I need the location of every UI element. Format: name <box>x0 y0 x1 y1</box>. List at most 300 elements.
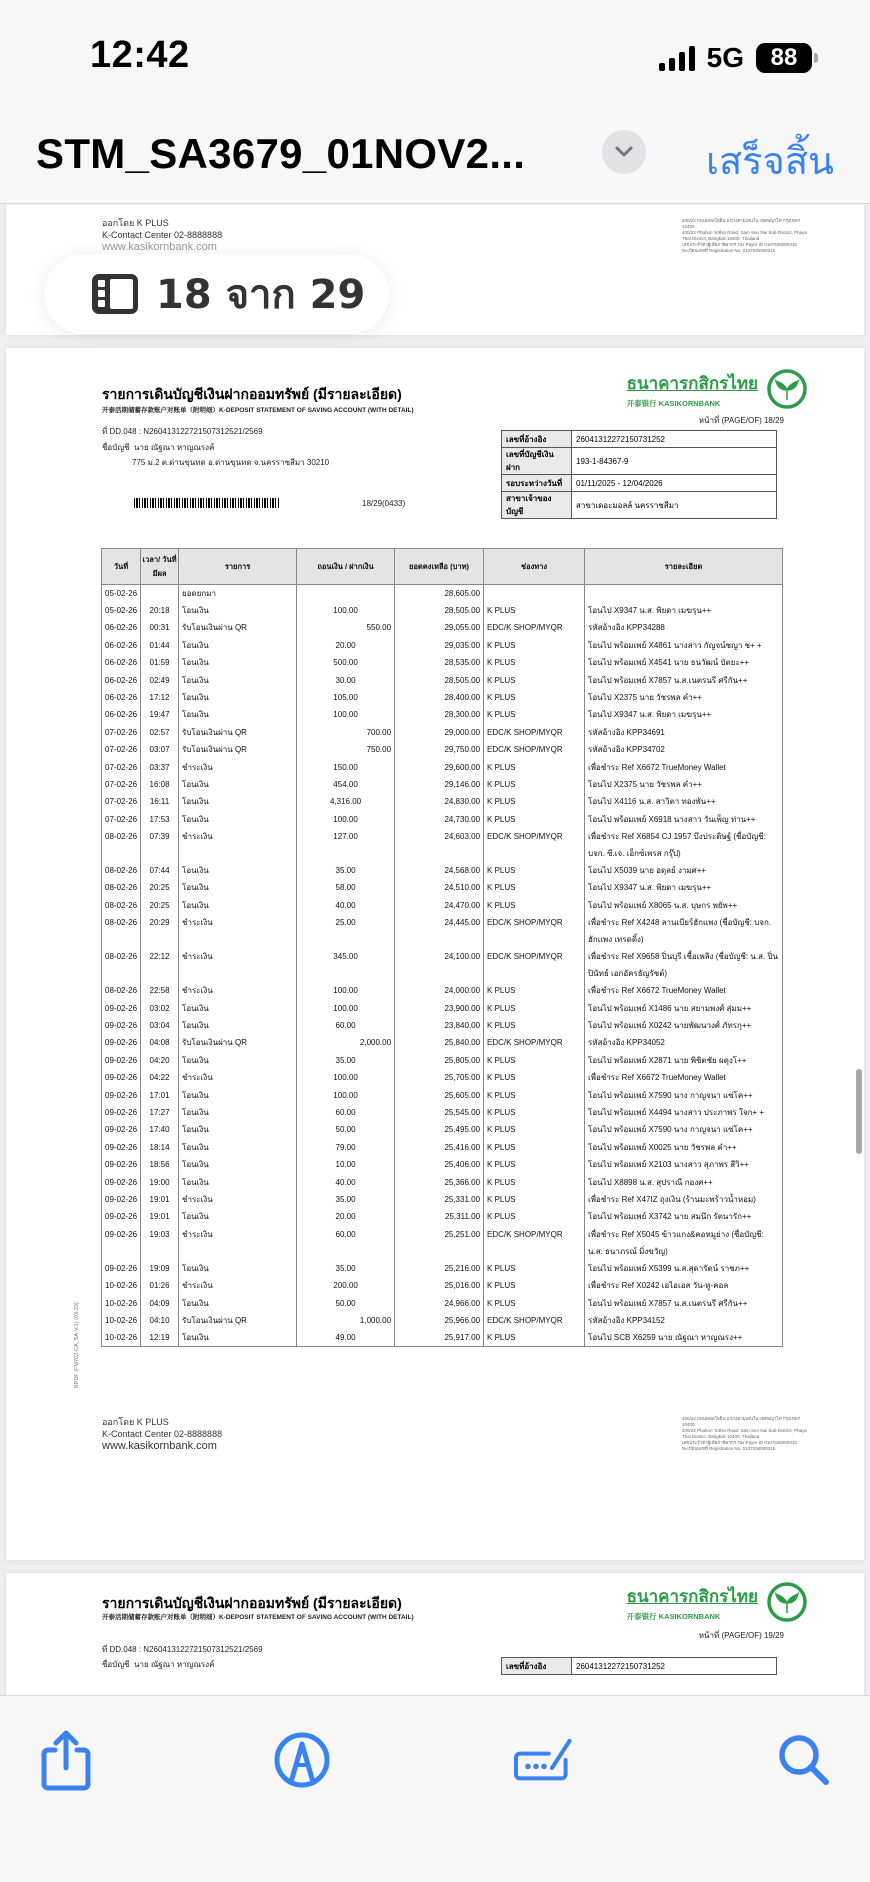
cell-date: 08-02-26 <box>102 897 141 914</box>
account-holder <box>102 440 329 470</box>
cell-date: 10-02-26 <box>102 1277 141 1294</box>
cell-time: 19:01 <box>141 1208 179 1225</box>
cell-date: 09-02-26 <box>102 1121 141 1138</box>
cell-date: 10-02-26 <box>102 1329 141 1347</box>
cell-description: โอนเงิน <box>179 811 297 828</box>
cell-time: 20:25 <box>141 897 179 914</box>
cell-description: รับโอนเงินผ่าน QR <box>179 1034 297 1051</box>
cell-amount: 35.00 <box>297 1260 395 1277</box>
cell-amount: 35.00 <box>297 1191 395 1208</box>
cell-description: โอนเงิน <box>179 1208 297 1225</box>
cell-amount: 60.00 <box>297 1104 395 1121</box>
table-row <box>102 776 783 793</box>
cell-detail: เพื่อชำระ Ref X5045 ข้าวแกง&คอหมูย่าง (ชื่อบัญชี: น.ส. ธนาภรณ์ มิ่งขวัญ) <box>585 1226 783 1260</box>
cell-channel: K PLUS <box>484 1295 585 1312</box>
cell-description: โอนเงิน <box>179 862 297 879</box>
cell-date: 08-02-26 <box>102 948 141 982</box>
footer-issued-by: ออกโดย K PLUS <box>102 218 169 228</box>
table-row <box>102 1139 783 1156</box>
page-footer-left <box>102 217 222 253</box>
cell-channel: K PLUS <box>484 602 585 619</box>
cell-channel: K PLUS <box>484 1069 585 1086</box>
table-header-row <box>102 549 783 585</box>
cell-description: โอนเงิน <box>179 689 297 706</box>
cell-amount: 40.00 <box>297 897 395 914</box>
cell-channel: EDC/K SHOP/MYQR <box>484 828 585 862</box>
battery-icon <box>756 43 812 73</box>
page-indicator[interactable] <box>44 254 389 334</box>
address-line: 400/22 Phahon Yothin Road, Sam Sen Nai Sub-District, Phaya Thai District, Bangkok 10400, Thailand <box>682 230 807 241</box>
table-row <box>102 724 783 741</box>
cell-balance: 25,311.00 <box>395 1208 484 1225</box>
address-line: ทะเบียนเลขที่ Registration No. 0107536000315 <box>682 248 776 253</box>
cell-detail: เพื่อชำระ Ref X4248 ลานเบียร์ฮักแพง (ชื่อบัญชี: บจก. ฮักแพง เทรดดิ้ง) <box>585 914 783 948</box>
cell-balance: 29,750.00 <box>395 741 484 758</box>
markup-icon <box>272 1730 332 1790</box>
cell-amount: 105.00 <box>297 689 395 706</box>
cell-balance: 25,016.00 <box>395 1277 484 1294</box>
cell-channel: K PLUS <box>484 1277 585 1294</box>
cell-balance: 25,495.00 <box>395 1121 484 1138</box>
cell-time: 19:03 <box>141 1226 179 1260</box>
cell-channel: K PLUS <box>484 793 585 810</box>
cell-time: 07:39 <box>141 828 179 862</box>
page-footer-address <box>682 1416 812 1452</box>
cell-date: 08-02-26 <box>102 828 141 862</box>
cell-channel: K PLUS <box>484 1052 585 1069</box>
info-row <box>502 492 777 519</box>
cell-amount: 550.00 <box>297 619 395 636</box>
bank-name-thai: ธนาคารกสิกรไทย <box>626 373 758 393</box>
cell-date: 07-02-26 <box>102 724 141 741</box>
bank-name-english: 开泰银行 KASIKORNBANK <box>626 1611 721 1621</box>
account-holder <box>102 1657 214 1672</box>
cell-time: 03:37 <box>141 759 179 776</box>
cell-date: 08-02-26 <box>102 862 141 879</box>
cell-channel: EDC/K SHOP/MYQR <box>484 914 585 948</box>
col-channel: ช่องทาง <box>484 549 585 585</box>
cell-description: โอนเงิน <box>179 1139 297 1156</box>
cell-time: 04:10 <box>141 1312 179 1329</box>
cell-amount: 40.00 <box>297 1174 395 1191</box>
cell-detail: โอนไป พร้อมเพย์ X7590 นาง กาญจนา แซ่โค++ <box>585 1087 783 1104</box>
cell-date: 10-02-26 <box>102 1295 141 1312</box>
cell-channel: EDC/K SHOP/MYQR <box>484 1034 585 1051</box>
table-row <box>102 1295 783 1312</box>
cell-time: 19:09 <box>141 1260 179 1277</box>
cell-date: 09-02-26 <box>102 1017 141 1034</box>
cell-balance: 24,830.00 <box>395 793 484 810</box>
network-type: 5G <box>706 42 744 73</box>
table-row <box>102 1000 783 1017</box>
cell-channel <box>484 585 585 603</box>
cell-balance: 25,366.00 <box>395 1174 484 1191</box>
cell-detail: โอนไป พร้อมเพย์ X4541 นาย ธนวัฒน์ บัตยะ++ <box>585 654 783 671</box>
cell-time: 02:57 <box>141 724 179 741</box>
cell-description: โอนเงิน <box>179 654 297 671</box>
cellular-signal-icon <box>659 45 695 71</box>
col-balance: ยอดคงเหลือ (บาท) <box>395 549 484 585</box>
cell-channel: K PLUS <box>484 1260 585 1277</box>
table-row <box>102 1034 783 1051</box>
cell-time: 22:58 <box>141 982 179 999</box>
cell-detail: รหัสอ้างอิง KPP34052 <box>585 1034 783 1051</box>
table-row <box>102 1277 783 1294</box>
info-label: เลขที่บัญชีเงินฝาก <box>502 448 572 475</box>
cell-detail <box>585 585 783 603</box>
cell-amount: 454.00 <box>297 776 395 793</box>
cell-amount: 100.00 <box>297 1000 395 1017</box>
cell-date: 05-02-26 <box>102 585 141 603</box>
cell-amount: 100.00 <box>297 706 395 723</box>
cell-balance: 24,730.00 <box>395 811 484 828</box>
cell-balance: 29,035.00 <box>395 637 484 654</box>
cell-amount: 60.00 <box>297 1017 395 1034</box>
cell-description: ชำระเงิน <box>179 1191 297 1208</box>
status-time: 12:42 <box>90 34 190 76</box>
cell-date: 10-02-26 <box>102 1312 141 1329</box>
table-row <box>102 619 783 636</box>
pdf-viewer[interactable] <box>0 205 870 1695</box>
search-icon <box>776 1732 832 1788</box>
cell-balance: 29,000.00 <box>395 724 484 741</box>
cell-balance: 24,470.00 <box>395 897 484 914</box>
cell-detail: โอนไป พร้อมเพย์ X4861 นางสาว กัญจน์ชญา ช+ + <box>585 637 783 654</box>
cell-time: 17:40 <box>141 1121 179 1138</box>
cell-balance: 24,510.00 <box>395 879 484 896</box>
fill-and-sign-button[interactable] <box>512 1728 576 1792</box>
cell-description: รับโอนเงินผ่าน QR <box>179 741 297 758</box>
table-row <box>102 1208 783 1225</box>
info-value: 193-1-84367-9 <box>572 448 777 475</box>
markup-button[interactable] <box>270 1728 334 1792</box>
cell-balance: 25,545.00 <box>395 1104 484 1121</box>
cell-amount: 700.00 <box>297 724 395 741</box>
kasikornbank-logo <box>627 368 808 410</box>
transactions-body <box>102 585 783 1347</box>
table-row <box>102 759 783 776</box>
cell-amount: 58.00 <box>297 879 395 896</box>
cell-amount: 100.00 <box>297 602 395 619</box>
title-menu-button[interactable] <box>602 130 646 174</box>
cell-date: 09-02-26 <box>102 1208 141 1225</box>
cell-date: 06-02-26 <box>102 619 141 636</box>
cell-date: 06-02-26 <box>102 672 141 689</box>
cell-date: 09-02-26 <box>102 1034 141 1051</box>
cell-detail: โอนไป พร้อมเพย์ X3742 นาย สมนึก รัตนารัก++ <box>585 1208 783 1225</box>
cell-time: 18:56 <box>141 1156 179 1173</box>
info-row <box>502 448 777 475</box>
cell-detail: โอนไป พร้อมเพย์ X7857 น.ส.เนตรนรี ศรีกัน++ <box>585 672 783 689</box>
cell-amount: 79.00 <box>297 1139 395 1156</box>
table-row <box>102 793 783 810</box>
cell-description: โอนเงิน <box>179 1017 297 1034</box>
cell-description: ชำระเงิน <box>179 759 297 776</box>
table-row <box>102 585 783 603</box>
cell-time: 04:22 <box>141 1069 179 1086</box>
cell-detail: โอนไป X2375 นาย วัชรพล คำ++ <box>585 689 783 706</box>
cell-balance: 24,568.00 <box>395 862 484 879</box>
share-button[interactable] <box>34 1728 98 1792</box>
cell-channel: K PLUS <box>484 1329 585 1347</box>
document-title[interactable]: STM_SA3679_01NOV2... <box>36 130 526 177</box>
address-line: 400/22 ถนนพหลโยธิน แขวงสามเสนใน เขตพญาไท กรุงเทพฯ 10400 <box>682 1416 801 1427</box>
cell-amount: 20.00 <box>297 637 395 654</box>
col-detail: รายละเอียด <box>585 549 783 585</box>
cell-detail: โอนไป พร้อมเพย์ X0025 นาย วัชรพล คำ++ <box>585 1139 783 1156</box>
cell-detail: โอนไป พร้อมเพย์ X1486 นาย สยามพงศ์ สุ่มม++ <box>585 1000 783 1017</box>
cell-amount: 60.00 <box>297 1226 395 1260</box>
cell-balance: 25,917.00 <box>395 1329 484 1347</box>
account-info-table <box>501 1657 777 1675</box>
cell-description: โอนเงิน <box>179 672 297 689</box>
cell-description: ยอดยกมา <box>179 585 297 603</box>
cell-amount: 50.00 <box>297 1121 395 1138</box>
cell-description: โอนเงิน <box>179 1121 297 1138</box>
cell-channel: K PLUS <box>484 689 585 706</box>
table-row <box>102 741 783 758</box>
cell-detail: โอนไป X5039 นาย อดุลย์ งามศ++ <box>585 862 783 879</box>
cell-description: โอนเงิน <box>179 793 297 810</box>
cell-time: 22:12 <box>141 948 179 982</box>
done-button[interactable]: เสร็จสิ้น <box>705 139 834 183</box>
bank-name-thai: ธนาคารกสิกรไทย <box>626 1586 758 1606</box>
cell-amount: 10.00 <box>297 1156 395 1173</box>
cell-date: 07-02-26 <box>102 759 141 776</box>
cell-time: 17:12 <box>141 689 179 706</box>
cell-description: โอนเงิน <box>179 879 297 896</box>
cell-amount: 2,000.00 <box>297 1034 395 1051</box>
cell-amount: 20.00 <box>297 1208 395 1225</box>
cell-channel: EDC/K SHOP/MYQR <box>484 1226 585 1260</box>
cell-amount: 100.00 <box>297 982 395 999</box>
navigation-bar <box>0 110 870 204</box>
footer-website: www.kasikornbank.com <box>102 241 217 253</box>
cell-description: ชำระเงิน <box>179 1226 297 1260</box>
cell-time: 16:08 <box>141 776 179 793</box>
statement-title: รายการเดินบัญชีเงินฝากออมทรัพย์ (มีรายละเอียด) <box>102 386 402 402</box>
cell-date: 06-02-26 <box>102 706 141 723</box>
cell-channel: K PLUS <box>484 672 585 689</box>
table-row <box>102 1174 783 1191</box>
cell-detail: เพื่อชำระ Ref X47IZ ถุงเงิน (ร้านมะพร้าวน้ำหอม) <box>585 1191 783 1208</box>
cell-channel: K PLUS <box>484 654 585 671</box>
cell-channel: K PLUS <box>484 759 585 776</box>
cell-channel: K PLUS <box>484 1208 585 1225</box>
table-row <box>102 879 783 896</box>
vertical-scrollbar[interactable] <box>856 1069 862 1154</box>
info-value: สาขาเดอะมอลล์ นครราชสีมา <box>572 492 777 519</box>
cell-time: 01:44 <box>141 637 179 654</box>
cell-amount: 35.00 <box>297 1052 395 1069</box>
cell-balance: 24,966.00 <box>395 1295 484 1312</box>
form-fill-icon <box>512 1730 576 1790</box>
cell-time <box>141 585 179 603</box>
form-code: BPDF (FM702-CA_SA-V.1) (03-23) <box>74 1302 80 1388</box>
cell-detail: โอนไป พร้อมเพย์ X7857 น.ส.เนตรนรี ศรีกัน++ <box>585 1295 783 1312</box>
cell-description: โอนเงิน <box>179 1174 297 1191</box>
statement-title: รายการเดินบัญชีเงินฝากออมทรัพย์ (มีรายละเอียด) <box>102 1595 402 1611</box>
col-date: วันที่ <box>102 549 141 585</box>
cell-channel: EDC/K SHOP/MYQR <box>484 724 585 741</box>
search-button[interactable] <box>772 1728 836 1792</box>
cell-detail: รหัสอ้างอิง KPP34288 <box>585 619 783 636</box>
page-indicator-text: 18 จาก 29 <box>156 272 366 318</box>
cell-amount: 50.00 <box>297 1295 395 1312</box>
table-row <box>102 689 783 706</box>
cell-time: 20:18 <box>141 602 179 619</box>
table-row <box>102 672 783 689</box>
cell-description: ชำระเงิน <box>179 914 297 948</box>
address-line: เลขประจำตัวผู้เสียภาษีอากร Tax Payer ID 0107536000315 <box>682 242 797 247</box>
cell-date: 06-02-26 <box>102 637 141 654</box>
cell-balance: 24,445.00 <box>395 914 484 948</box>
info-label: เลขที่อ้างอิง <box>502 1658 572 1675</box>
cell-detail: เพื่อชำระ Ref X0242 เอไอเอส วัน-ทู-คอล <box>585 1277 783 1294</box>
cell-date: 06-02-26 <box>102 654 141 671</box>
cell-amount: 4,316.00 <box>297 793 395 810</box>
cell-detail: โอนไป พร้อมเพย์ X0242 นายพัฒนวงศ์ ภัทรกุ++ <box>585 1017 783 1034</box>
cell-channel: K PLUS <box>484 1104 585 1121</box>
cell-time: 19:00 <box>141 1174 179 1191</box>
cell-amount: 127.00 <box>297 828 395 862</box>
cell-detail: โอนไป X2375 นาย วัชรพล คำ++ <box>585 776 783 793</box>
cell-description: ชำระเงิน <box>179 828 297 862</box>
table-row <box>102 1104 783 1121</box>
cell-balance: 28,400.00 <box>395 689 484 706</box>
footer-contact: K-Contact Center 02-8888888 <box>102 230 223 240</box>
status-bar <box>0 0 870 110</box>
cell-channel: EDC/K SHOP/MYQR <box>484 741 585 758</box>
cell-amount <box>297 585 395 603</box>
page-footer-left <box>102 1416 222 1452</box>
cell-balance: 29,055.00 <box>395 619 484 636</box>
cell-detail: เพื่อชำระ Ref X6672 TrueMoney Wallet <box>585 982 783 999</box>
table-row <box>102 1226 783 1260</box>
cell-time: 04:09 <box>141 1295 179 1312</box>
sidebar-thumbnails-icon <box>90 272 140 316</box>
cell-date: 06-02-26 <box>102 689 141 706</box>
info-row <box>502 475 777 492</box>
page-of-label: หน้าที่ (PAGE/OF) 18/29 <box>698 416 784 425</box>
kbank-leaf-icon <box>766 368 808 410</box>
cell-amount: 1,000.00 <box>297 1312 395 1329</box>
cell-description: รับโอนเงินผ่าน QR <box>179 724 297 741</box>
transactions-table <box>101 548 783 1347</box>
cell-description: โอนเงิน <box>179 1104 297 1121</box>
cell-balance: 25,705.00 <box>395 1069 484 1086</box>
cell-time: 16:11 <box>141 793 179 810</box>
cell-detail: โอนไป X9347 น.ส. พิยดา เมฆรุน++ <box>585 602 783 619</box>
barcode <box>134 498 279 508</box>
cell-amount: 35.00 <box>297 862 395 879</box>
cell-date: 07-02-26 <box>102 793 141 810</box>
cell-description: ชำระเงิน <box>179 1069 297 1086</box>
cell-detail: รหัสอ้างอิง KPP34691 <box>585 724 783 741</box>
cell-balance: 28,300.00 <box>395 706 484 723</box>
cell-amount: 150.00 <box>297 759 395 776</box>
cell-amount: 100.00 <box>297 811 395 828</box>
address-line: 400/22 Phahon Yothin Road, Sam Sen Nai Sub-District, Phaya Thai District, Bangkok 10400, Thailand <box>682 1428 807 1439</box>
cell-date: 07-02-26 <box>102 811 141 828</box>
cell-time: 19:01 <box>141 1191 179 1208</box>
info-label: สาขาเจ้าของบัญชี <box>502 492 572 519</box>
cell-date: 09-02-26 <box>102 1052 141 1069</box>
cell-channel: EDC/K SHOP/MYQR <box>484 948 585 982</box>
table-row <box>102 1260 783 1277</box>
reference-line: ที่ DD.048 : N260413122721507312521/2569 <box>102 1645 263 1654</box>
cell-channel: EDC/K SHOP/MYQR <box>484 1312 585 1329</box>
cell-time: 03:07 <box>141 741 179 758</box>
pdf-page-current <box>6 348 864 1560</box>
info-row <box>502 1658 777 1675</box>
cell-detail: โอนไป SCB X6259 นาย ณัฐณา หาญณรง++ <box>585 1329 783 1347</box>
address-line: เลขประจำตัวผู้เสียภาษีอากร Tax Payer ID 0107536000315 <box>682 1440 797 1445</box>
cell-time: 04:20 <box>141 1052 179 1069</box>
cell-time: 04:08 <box>141 1034 179 1051</box>
cell-time: 07:44 <box>141 862 179 879</box>
status-indicators <box>659 42 812 74</box>
info-value: 260413122721507312​52 <box>572 431 777 448</box>
cell-amount: 750.00 <box>297 741 395 758</box>
footer-website: www.kasikornbank.com <box>102 1440 217 1452</box>
page-footer-address <box>682 218 812 254</box>
cell-detail: โอนไป พร้อมเพย์ X5399 น.ส.สุดารัตน์ ราชภ++ <box>585 1260 783 1277</box>
statement-subtitle: 开泰活期储蓄存款账户对账单（附明细）K-DEPOSIT STATEMENT OF SAVING ACCOUNT (WITH DETAIL) <box>102 1614 414 1621</box>
cell-time: 17:53 <box>141 811 179 828</box>
cell-channel: K PLUS <box>484 982 585 999</box>
bank-name-english: 开泰银行 KASIKORNBANK <box>626 398 721 408</box>
cell-balance: 28,505.00 <box>395 672 484 689</box>
cell-channel: K PLUS <box>484 637 585 654</box>
table-row <box>102 1329 783 1347</box>
cell-channel: K PLUS <box>484 1139 585 1156</box>
address-line: ทะเบียนเลขที่ Registration No. 0107536000315 <box>682 1446 776 1451</box>
cell-amount: 100.00 <box>297 1069 395 1086</box>
cell-date: 08-02-26 <box>102 914 141 948</box>
cell-date: 09-02-26 <box>102 1069 141 1086</box>
cell-balance: 28,535.00 <box>395 654 484 671</box>
cell-amount: 49.00 <box>297 1329 395 1347</box>
cell-detail: โอนไป พร้อมเพย์ X6918 นางสาว วันเพ็ญ ท่าน++ <box>585 811 783 828</box>
table-row <box>102 637 783 654</box>
kbank-leaf-icon <box>766 1581 808 1623</box>
table-row <box>102 1052 783 1069</box>
table-row <box>102 1191 783 1208</box>
cell-date: 09-02-26 <box>102 1104 141 1121</box>
cell-date: 09-02-26 <box>102 1000 141 1017</box>
cell-channel: K PLUS <box>484 879 585 896</box>
cell-date: 05-02-26 <box>102 602 141 619</box>
cell-channel: K PLUS <box>484 1017 585 1034</box>
cell-detail: รหัสอ้างอิง KPP34702 <box>585 741 783 758</box>
share-icon <box>39 1728 93 1792</box>
cell-channel: K PLUS <box>484 862 585 879</box>
cell-description: โอนเงิน <box>179 1156 297 1173</box>
cell-amount: 345.00 <box>297 948 395 982</box>
cell-balance: 28,505.00 <box>395 602 484 619</box>
table-row <box>102 1017 783 1034</box>
col-time: เวลา/ วันที่มีผล <box>141 549 179 585</box>
cell-detail: เพื่อชำระ Ref X6854 CJ 1957 บึงประดิษฐ์ (ชื่อบัญชี: บจก. ซี.เจ. เอ็กซ์เพรส กรุ๊ป) <box>585 828 783 862</box>
cell-description: โอนเงิน <box>179 1295 297 1312</box>
cell-channel: K PLUS <box>484 1191 585 1208</box>
cell-date: 08-02-26 <box>102 879 141 896</box>
cell-detail: โอนไป พร้อมเพย์ X2871 นาย พิชิตชัย ผดุงโ++ <box>585 1052 783 1069</box>
reference-line: ที่ DD.048 : N260413122721507312521/2569 <box>102 427 263 436</box>
account-info-table <box>501 430 777 519</box>
cell-description: รับโอนเงินผ่าน QR <box>179 1312 297 1329</box>
